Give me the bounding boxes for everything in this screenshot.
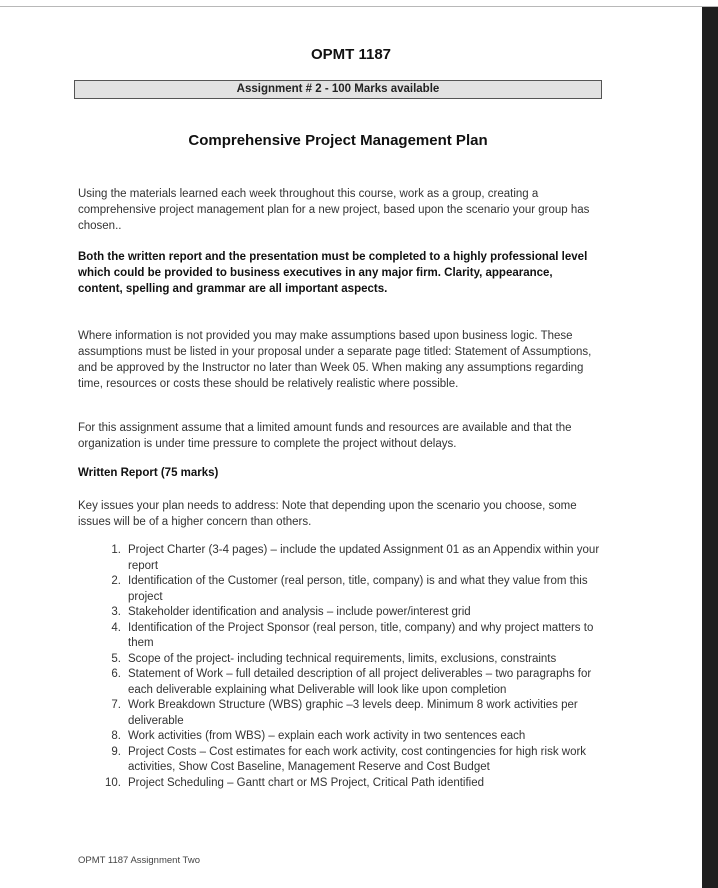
- item-text: Work Breakdown Structure (WBS) graphic –3 levels deep. Minimum 8 work activities per deliverable: [128, 699, 578, 727]
- viewer-scroll-area[interactable]: [702, 7, 718, 888]
- page-footer: OPMT 1187 Assignment Two: [78, 855, 200, 866]
- requirements-list: [94, 543, 604, 791]
- item-text: Identification of the Project Sponsor (real person, title, company) and why project matters to them: [128, 621, 594, 649]
- item-number: 5.: [111, 652, 121, 665]
- item-text: Stakeholder identification and analysis – include power/interest grid: [128, 606, 471, 618]
- assumptions-paragraph: Where information is not provided you may make assumptions based upon business logic. These assumptions must be listed in your proposal under a separate page titled: Statement of Assumptions, and be approved by the Instructor no later than Week 05. When making any assumptions regarding time, resources or costs these should be relatively realistic where possible.: [78, 330, 592, 390]
- intro-paragraph: Using the materials learned each week throughout this course, work as a group, creating a comprehensive project management plan for a new project, based upon the scenario your group has chosen..: [78, 188, 590, 232]
- item-text: Project Scheduling – Gantt chart or MS Project, Critical Path identified: [128, 776, 485, 789]
- constraints-paragraph: For this assignment assume that a limited amount funds and resources are available and that the organization is under time pressure to complete the project without delays.: [78, 422, 572, 450]
- item-text: Project Costs – Cost estimates for each work activity, cost contingencies for high risk work activities, Show Cost Baseline, Management Reserve and Cost Budget: [128, 745, 587, 773]
- item-text: Identification of the Customer (real person, title, company) is and what they value from this project: [128, 575, 588, 603]
- list-item: [94, 729, 604, 745]
- document-title: Comprehensive Project Management Plan: [188, 132, 488, 149]
- list-item: [94, 621, 604, 652]
- list-item: [94, 667, 604, 698]
- item-text: Statement of Work – full detailed description of all project deliverables – two paragraphs for each deliverable explaining what Deliverable will look like upon completion: [128, 668, 592, 696]
- item-number: 10.: [105, 776, 121, 789]
- item-text: Project Charter (3-4 pages) – include the updated Assignment 01 as an Appendix within your report: [128, 544, 600, 572]
- item-text: Scope of the project- including technical requirements, limits, exclusions, constraints: [128, 652, 557, 665]
- item-number: 6.: [111, 668, 121, 680]
- list-item: [94, 652, 604, 668]
- list-item: [94, 698, 604, 729]
- list-item: [94, 776, 604, 792]
- written-report-heading: Written Report (75 marks): [78, 467, 219, 479]
- list-item: [94, 745, 604, 776]
- course-code: OPMT 1187: [310, 46, 392, 63]
- emphasis-paragraph: Both the written report and the presentation must be completed to a highly professional level which could be provided to business executives in any major firm. Clarity, appearance, content, spelling and grammar are all important aspects.: [78, 251, 588, 295]
- item-number: 7.: [111, 699, 121, 711]
- written-report-intro: Key issues your plan needs to address: Note that depending upon the scenario you choose, some issues will be of a higher concern than others.: [78, 500, 577, 528]
- item-number: 9.: [111, 745, 121, 758]
- item-number: 1.: [111, 544, 121, 556]
- item-number: 2.: [111, 575, 121, 587]
- item-number: 4.: [111, 621, 121, 634]
- list-item: [94, 574, 604, 605]
- item-number: 8.: [111, 730, 121, 742]
- list-item: [94, 605, 604, 621]
- item-number: 3.: [111, 606, 121, 618]
- list-item: [94, 543, 604, 574]
- assignment-banner: Assignment # 2 - 100 Marks available: [74, 80, 602, 99]
- item-text: Work activities (from WBS) – explain each work activity in two sentences each: [128, 730, 526, 742]
